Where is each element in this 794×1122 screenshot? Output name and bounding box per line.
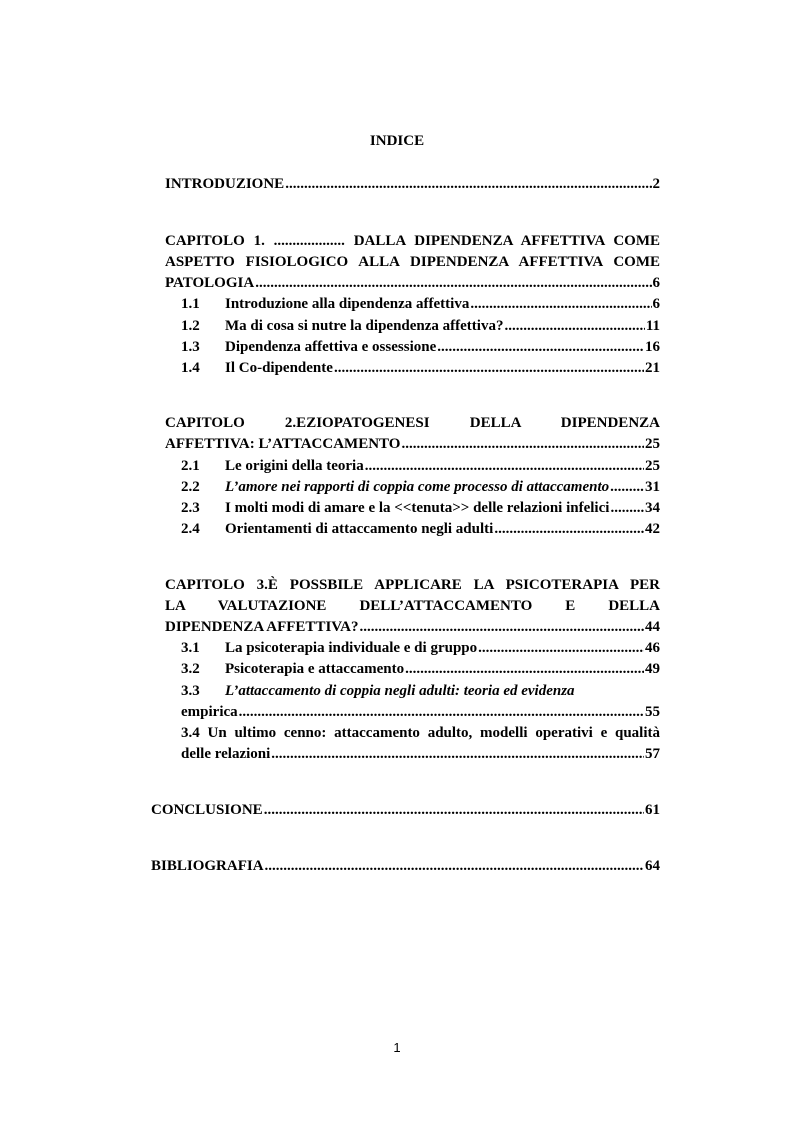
toc-page: 61 <box>645 802 660 818</box>
toc-label: delle relazioni <box>181 746 271 762</box>
toc-entry-1-3[interactable] <box>181 337 660 357</box>
dot-leader <box>265 856 644 876</box>
toc-label: DIPENDENZA AFFETTIVA? <box>165 619 359 635</box>
dot-leader <box>271 744 644 764</box>
section-number: 1.2 <box>181 318 200 334</box>
chapter-1-heading-line2[interactable]: ASPETTO FISIOLOGICO ALLA DIPENDENZA AFFETTIVA COME <box>165 254 660 270</box>
toc-page: 46 <box>645 640 660 656</box>
toc-entry-1-4[interactable] <box>181 358 660 378</box>
page-title: INDICE <box>369 133 425 149</box>
toc-page: 2 <box>652 176 660 192</box>
toc-page: 25 <box>645 458 660 474</box>
toc-entry-2-4[interactable] <box>181 519 660 539</box>
toc-entry-3-4-line1[interactable] <box>181 723 660 743</box>
toc-page: 34 <box>645 500 660 516</box>
toc-entry-conclusione[interactable] <box>151 800 660 820</box>
toc-label: Un ultimo cenno: attaccamento adulto, modelli operativi e qualità <box>207 725 661 741</box>
toc-label: Psicoterapia e attaccamento <box>225 661 405 677</box>
page-number: 1 <box>393 1040 401 1055</box>
toc-page: 49 <box>645 661 660 677</box>
toc-entry-bibliografia[interactable] <box>151 856 660 876</box>
toc-label: Introduzione alla dipendenza affettiva <box>225 296 470 312</box>
toc-label: AFFETTIVA: L’ATTACCAMENTO <box>165 436 401 452</box>
dot-leader <box>494 519 644 539</box>
chapter-2-heading-line1[interactable]: CAPITOLO 2.EZIOPATOGENESI DELLA DIPENDENZA <box>165 415 660 431</box>
section-number: 2.2 <box>181 479 200 495</box>
toc-entry-1-2[interactable] <box>181 316 660 336</box>
dot-leader <box>504 316 644 336</box>
dot-leader <box>239 702 644 722</box>
chapter-3-heading-line2[interactable]: LA VALUTAZIONE DELL’ATTACCAMENTO E DELLA <box>165 598 660 614</box>
toc-page: 42 <box>645 521 660 537</box>
dot-leader <box>405 659 644 679</box>
toc-entry-3-4[interactable] <box>181 744 660 764</box>
section-number: 1.3 <box>181 339 200 355</box>
toc-page: 16 <box>645 339 660 355</box>
dot-leader <box>478 638 644 658</box>
toc-entry-2-1[interactable] <box>181 456 660 476</box>
toc-page: 55 <box>645 704 660 720</box>
dot-leader <box>365 456 644 476</box>
chapter-1-heading-line1[interactable]: CAPITOLO 1. ................... DALLA DIPENDENZA AFFETTIVA COME <box>165 233 660 249</box>
toc-page: 6 <box>652 275 660 291</box>
toc-label: empirica <box>181 704 238 720</box>
toc-label: I molti modi di amare e la <<tenuta>> delle relazioni infelici <box>225 500 610 516</box>
toc-entry-introduzione[interactable] <box>165 174 660 194</box>
dot-leader <box>610 498 644 518</box>
toc-entry-chapter-1[interactable] <box>165 273 660 293</box>
toc-entry-chapter-2[interactable] <box>165 434 660 454</box>
toc-label: BIBLIOGRAFIA <box>151 858 264 874</box>
toc-label: La psicoterapia individuale e di gruppo <box>225 640 478 656</box>
toc-entry-3-1[interactable] <box>181 638 660 658</box>
toc-page: 64 <box>645 858 660 874</box>
section-number: 1.1 <box>181 296 200 312</box>
toc-entry-3-2[interactable] <box>181 659 660 679</box>
toc-page: 57 <box>645 746 660 762</box>
toc-label: Ma di cosa si nutre la dipendenza affettiva? <box>225 318 504 334</box>
toc-label: Orientamenti di attaccamento negli adulti <box>225 521 494 537</box>
toc-label: Dipendenza affettiva e ossessione <box>225 339 437 355</box>
toc-page: 21 <box>645 360 660 376</box>
toc-label: Il Co-dipendente <box>225 360 333 376</box>
dot-leader <box>470 294 651 314</box>
toc-entry-1-1[interactable] <box>181 294 660 314</box>
dot-leader <box>401 434 644 454</box>
toc-label: L’amore nei rapporti di coppia come processo di attaccamento <box>225 479 610 495</box>
toc-page: 31 <box>645 479 660 495</box>
section-number: 1.4 <box>181 360 200 376</box>
toc-label: PATOLOGIA <box>165 275 255 291</box>
dot-leader <box>285 174 651 194</box>
toc-entry-2-3[interactable] <box>181 498 660 518</box>
toc-entry-chapter-3[interactable] <box>165 617 660 637</box>
toc-label: Le origini della teoria <box>225 458 364 474</box>
section-number: 2.3 <box>181 500 200 516</box>
toc-entry-2-2[interactable] <box>181 477 660 497</box>
dot-leader <box>255 273 651 293</box>
toc-page: 44 <box>645 619 660 635</box>
toc-page: 6 <box>652 296 660 312</box>
section-number: 3.1 <box>181 640 200 656</box>
section-number: 3.4 <box>181 725 200 741</box>
toc-entry-3-3[interactable] <box>181 702 660 722</box>
chapter-3-heading-line1[interactable]: CAPITOLO 3.È POSSBILE APPLICARE LA PSICOTERAPIA PER <box>165 577 660 593</box>
toc-label: INTRODUZIONE <box>165 176 285 192</box>
section-number: 3.2 <box>181 661 200 677</box>
section-number: 2.4 <box>181 521 200 537</box>
toc-entry-3-3-line1[interactable] <box>181 681 660 701</box>
dot-leader <box>264 800 644 820</box>
section-number: 2.1 <box>181 458 200 474</box>
dot-leader <box>610 477 644 497</box>
toc-label: L’attaccamento di coppia negli adulti: teoria ed evidenza <box>225 683 575 699</box>
dot-leader <box>360 617 644 637</box>
dot-leader <box>334 358 644 378</box>
dot-leader <box>437 337 644 357</box>
toc-label: CONCLUSIONE <box>151 802 263 818</box>
toc-page: 11 <box>645 318 660 334</box>
toc-page: 25 <box>645 436 660 452</box>
section-number: 3.3 <box>181 683 200 699</box>
